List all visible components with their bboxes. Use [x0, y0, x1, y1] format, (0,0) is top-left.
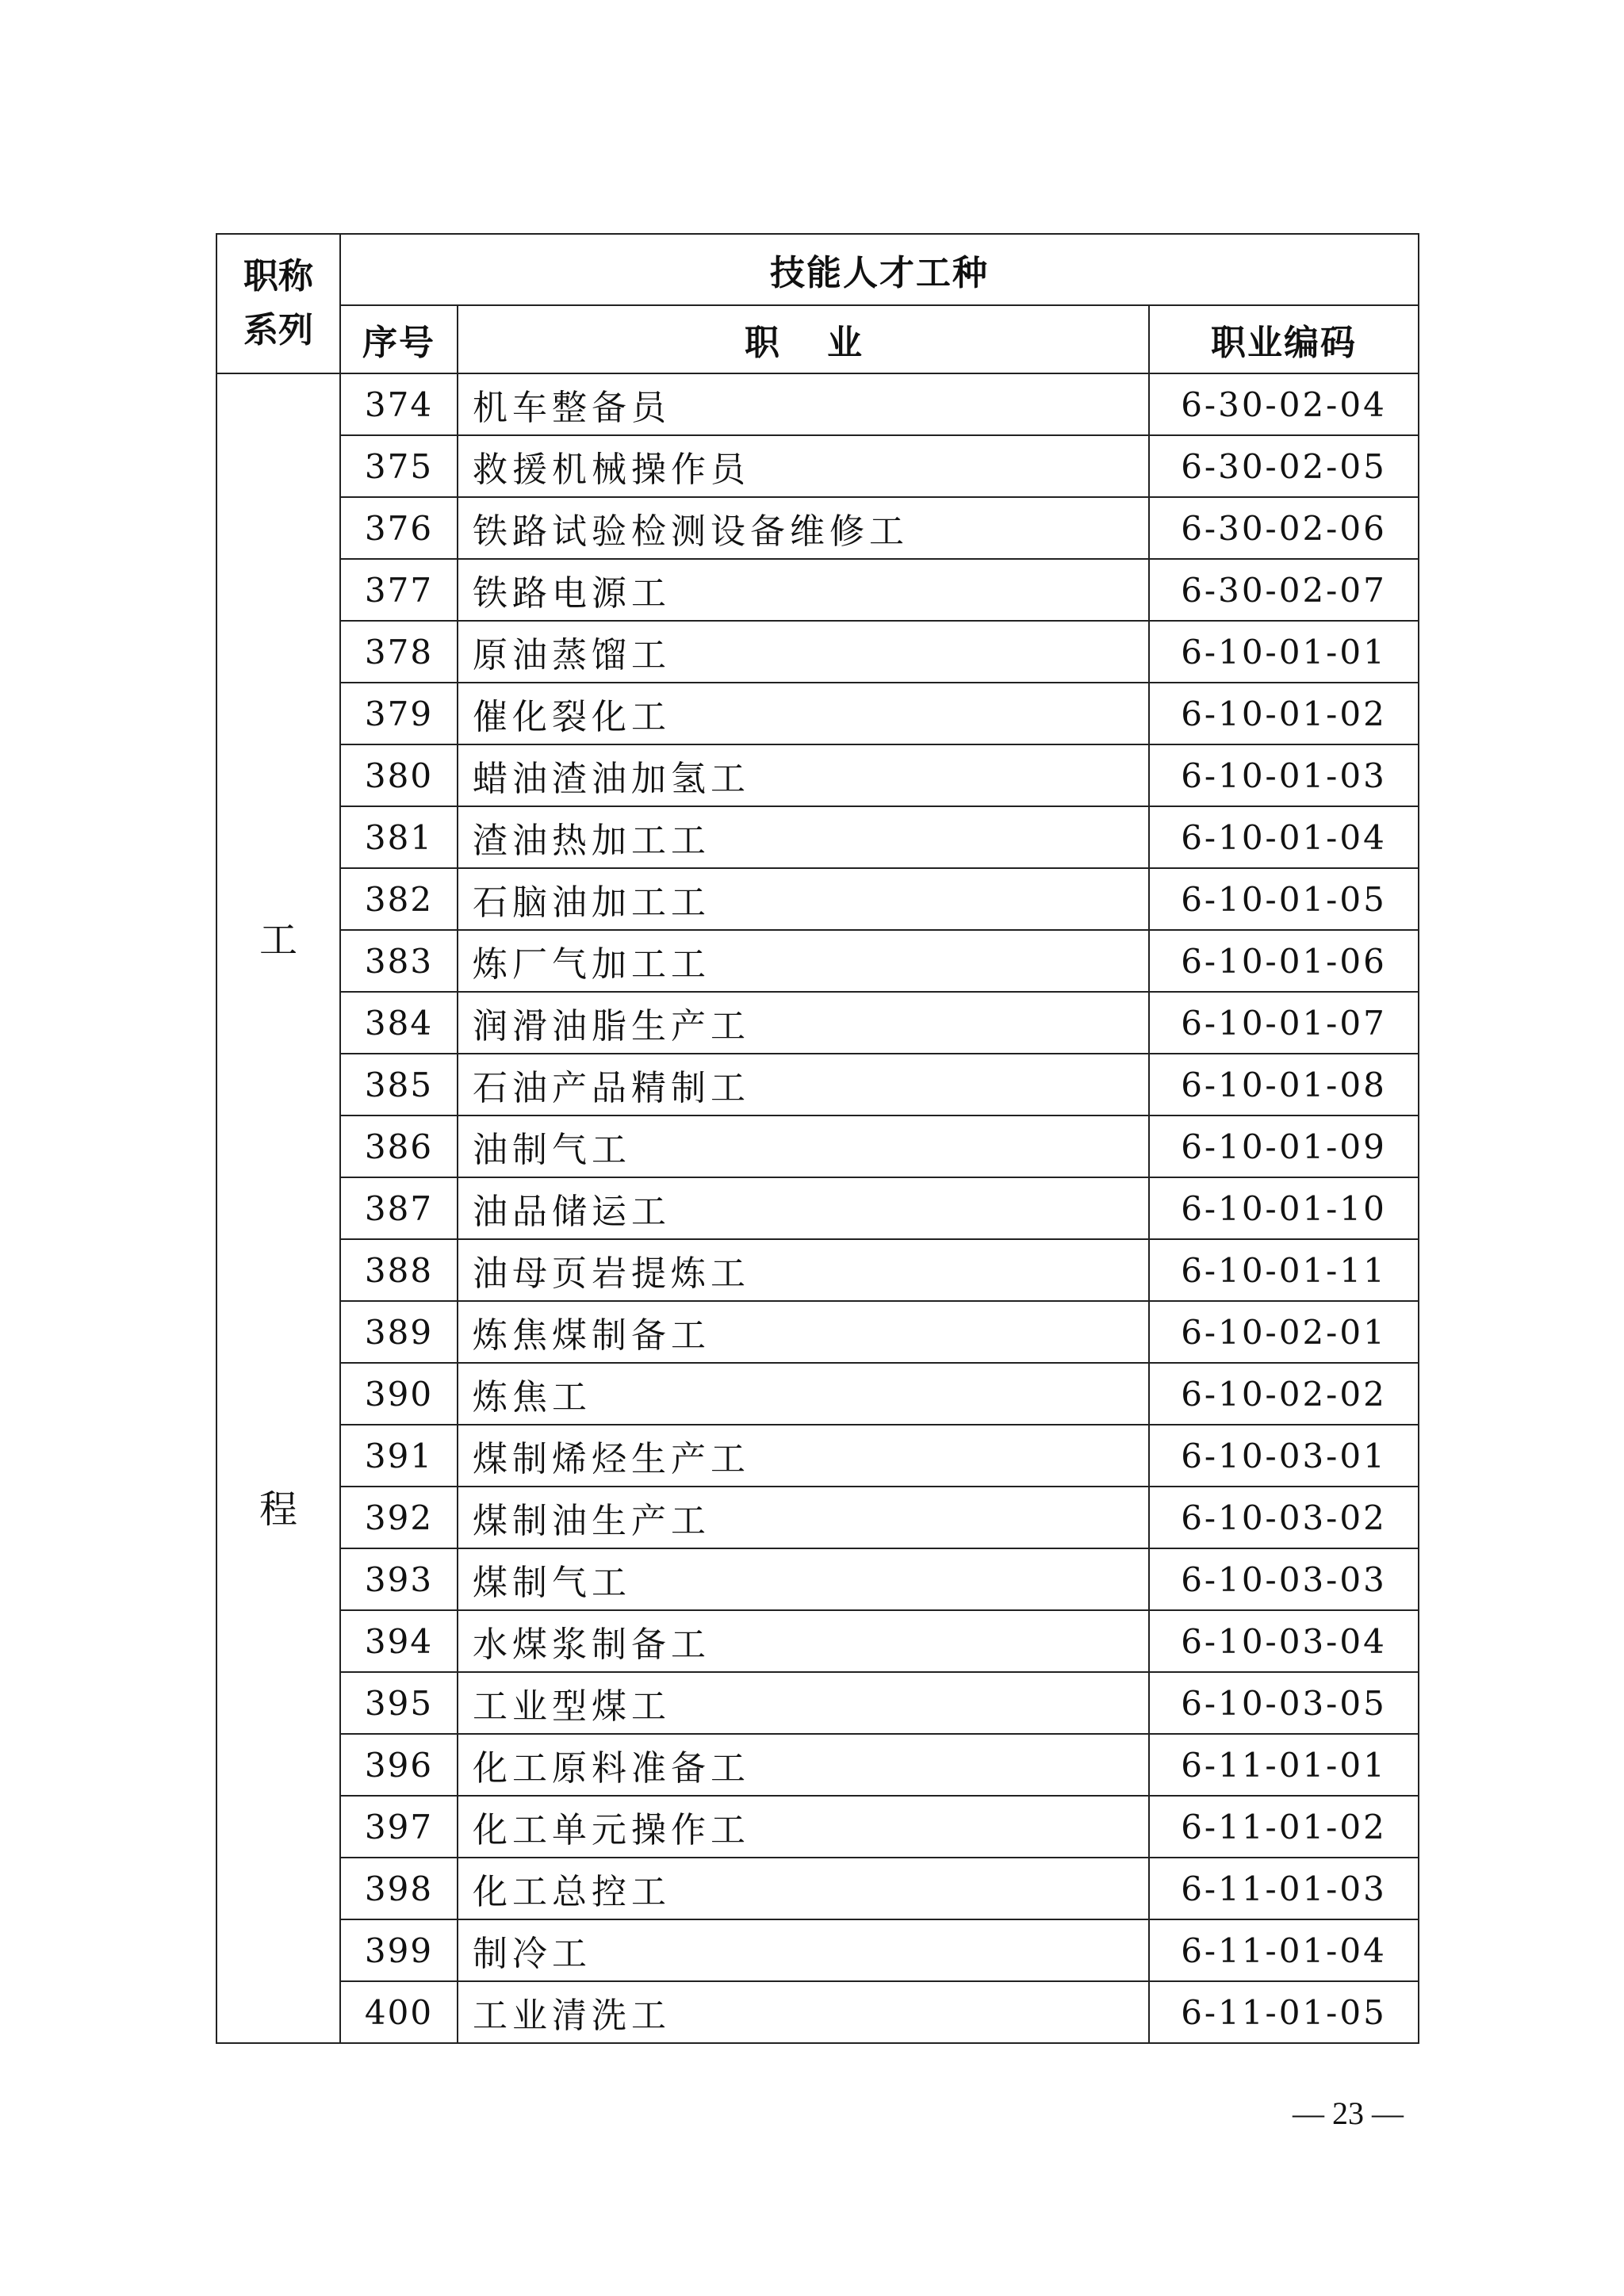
- series-cell: [216, 373, 340, 2043]
- table-row: [216, 1548, 1419, 1610]
- row-occupation: 蜡油渣油加氢工: [458, 744, 1149, 806]
- table-row: [216, 497, 1419, 559]
- row-occupation: 油品储运工: [458, 1177, 1149, 1239]
- row-occupation: 煤制油生产工: [458, 1487, 1149, 1548]
- row-occupation: 润滑油脂生产工: [458, 992, 1149, 1054]
- table-row: [216, 1858, 1419, 1919]
- row-index: 399: [340, 1919, 458, 1981]
- row-index: 395: [340, 1672, 458, 1734]
- row-index: 385: [340, 1054, 458, 1115]
- row-index: 391: [340, 1425, 458, 1487]
- row-index: 394: [340, 1610, 458, 1672]
- page-number: — 23 —: [1293, 2095, 1404, 2131]
- row-occupation: 水煤浆制备工: [458, 1610, 1149, 1672]
- row-index: 390: [340, 1363, 458, 1425]
- row-index: 384: [340, 992, 458, 1054]
- col-header-code: 职业编码: [1149, 305, 1419, 373]
- row-occupation: 工业清洗工: [458, 1981, 1149, 2043]
- row-index: 378: [340, 621, 458, 683]
- row-occupation: 原油蒸馏工: [458, 621, 1149, 683]
- row-code: 6-10-01-07: [1149, 992, 1419, 1054]
- table-row: [216, 1734, 1419, 1796]
- row-index: 377: [340, 559, 458, 621]
- row-code: 6-10-01-11: [1149, 1239, 1419, 1301]
- table-row: [216, 683, 1419, 744]
- row-occupation: 化工总控工: [458, 1858, 1149, 1919]
- row-code: 6-10-01-04: [1149, 806, 1419, 868]
- row-occupation: 油母页岩提炼工: [458, 1239, 1149, 1301]
- series-header-line-2: 系列: [243, 310, 313, 350]
- row-occupation: 救援机械操作员: [458, 435, 1149, 497]
- table-row: [216, 1672, 1419, 1734]
- row-code: 6-11-01-01: [1149, 1734, 1419, 1796]
- series-header-line-1: 职称: [243, 256, 313, 297]
- table-row: [216, 1796, 1419, 1858]
- table-row: [216, 868, 1419, 930]
- row-occupation: 化工原料准备工: [458, 1734, 1149, 1796]
- row-code: 6-10-03-02: [1149, 1487, 1419, 1548]
- row-code: 6-30-02-06: [1149, 497, 1419, 559]
- row-code: 6-30-02-07: [1149, 559, 1419, 621]
- col-header-index: 序号: [340, 305, 458, 373]
- table-row: [216, 744, 1419, 806]
- row-code: 6-10-02-01: [1149, 1301, 1419, 1363]
- row-occupation: 煤制气工: [458, 1548, 1149, 1610]
- row-index: 374: [340, 373, 458, 435]
- row-occupation: 煤制烯烃生产工: [458, 1425, 1149, 1487]
- row-occupation: 油制气工: [458, 1115, 1149, 1177]
- table-row: [216, 930, 1419, 992]
- row-occupation: 化工单元操作工: [458, 1796, 1149, 1858]
- group-header: 技能人才工种: [340, 234, 1419, 305]
- row-index: 375: [340, 435, 458, 497]
- row-occupation: 催化裂化工: [458, 683, 1149, 744]
- col-header-occupation: 职业: [458, 305, 1149, 373]
- row-code: 6-10-03-01: [1149, 1425, 1419, 1487]
- row-index: 392: [340, 1487, 458, 1548]
- table-row: [216, 1363, 1419, 1425]
- row-index: 386: [340, 1115, 458, 1177]
- row-occupation: 制冷工: [458, 1919, 1149, 1981]
- row-code: 6-10-03-05: [1149, 1672, 1419, 1734]
- table-row: [216, 1177, 1419, 1239]
- table-row: [216, 1919, 1419, 1981]
- row-code: 6-10-01-01: [1149, 621, 1419, 683]
- row-index: 398: [340, 1858, 458, 1919]
- row-occupation: 铁路试验检测设备维修工: [458, 497, 1149, 559]
- row-occupation: 机车整备员: [458, 373, 1149, 435]
- header-row-1: [216, 234, 1419, 305]
- table-row: [216, 806, 1419, 868]
- table-row: [216, 1115, 1419, 1177]
- row-occupation: 石脑油加工工: [458, 868, 1149, 930]
- table-row: [216, 1981, 1419, 2043]
- row-code: 6-10-02-02: [1149, 1363, 1419, 1425]
- row-code: 6-11-01-03: [1149, 1858, 1419, 1919]
- row-index: 393: [340, 1548, 458, 1610]
- row-index: 400: [340, 1981, 458, 2043]
- row-code: 6-30-02-04: [1149, 373, 1419, 435]
- occupation-table: [216, 233, 1419, 2044]
- table-row: [216, 992, 1419, 1054]
- table-row: [216, 1301, 1419, 1363]
- table-row: [216, 559, 1419, 621]
- row-code: 6-10-03-04: [1149, 1610, 1419, 1672]
- row-occupation: 渣油热加工工: [458, 806, 1149, 868]
- row-index: 396: [340, 1734, 458, 1796]
- row-code: 6-11-01-04: [1149, 1919, 1419, 1981]
- row-code: 6-10-01-10: [1149, 1177, 1419, 1239]
- series-header-cell: [216, 234, 340, 373]
- table-row: [216, 1487, 1419, 1548]
- table-row: [216, 1610, 1419, 1672]
- table-row: [216, 1054, 1419, 1115]
- row-occupation: 炼焦工: [458, 1363, 1149, 1425]
- table-row: [216, 621, 1419, 683]
- table-row: [216, 1425, 1419, 1487]
- row-index: 381: [340, 806, 458, 868]
- row-code: 6-11-01-05: [1149, 1981, 1419, 2043]
- row-index: 380: [340, 744, 458, 806]
- row-code: 6-10-01-03: [1149, 744, 1419, 806]
- row-index: 376: [340, 497, 458, 559]
- table-row: [216, 373, 1419, 435]
- row-code: 6-10-01-09: [1149, 1115, 1419, 1177]
- row-code: 6-11-01-02: [1149, 1796, 1419, 1858]
- row-occupation: 工业型煤工: [458, 1672, 1149, 1734]
- row-occupation: 炼厂气加工工: [458, 930, 1149, 992]
- row-code: 6-10-01-02: [1149, 683, 1419, 744]
- row-occupation: 铁路电源工: [458, 559, 1149, 621]
- row-index: 382: [340, 868, 458, 930]
- row-index: 397: [340, 1796, 458, 1858]
- series-char: 工: [259, 918, 297, 962]
- row-index: 379: [340, 683, 458, 744]
- row-index: 387: [340, 1177, 458, 1239]
- row-code: 6-30-02-05: [1149, 435, 1419, 497]
- row-occupation: 石油产品精制工: [458, 1054, 1149, 1115]
- row-index: 383: [340, 930, 458, 992]
- row-code: 6-10-01-08: [1149, 1054, 1419, 1115]
- row-code: 6-10-01-05: [1149, 868, 1419, 930]
- row-index: 388: [340, 1239, 458, 1301]
- series-char: 程: [259, 1487, 297, 1532]
- header-row-2: [216, 305, 1419, 373]
- row-code: 6-10-03-03: [1149, 1548, 1419, 1610]
- row-occupation: 炼焦煤制备工: [458, 1301, 1149, 1363]
- row-index: 389: [340, 1301, 458, 1363]
- table-row: [216, 435, 1419, 497]
- row-code: 6-10-01-06: [1149, 930, 1419, 992]
- table-row: [216, 1239, 1419, 1301]
